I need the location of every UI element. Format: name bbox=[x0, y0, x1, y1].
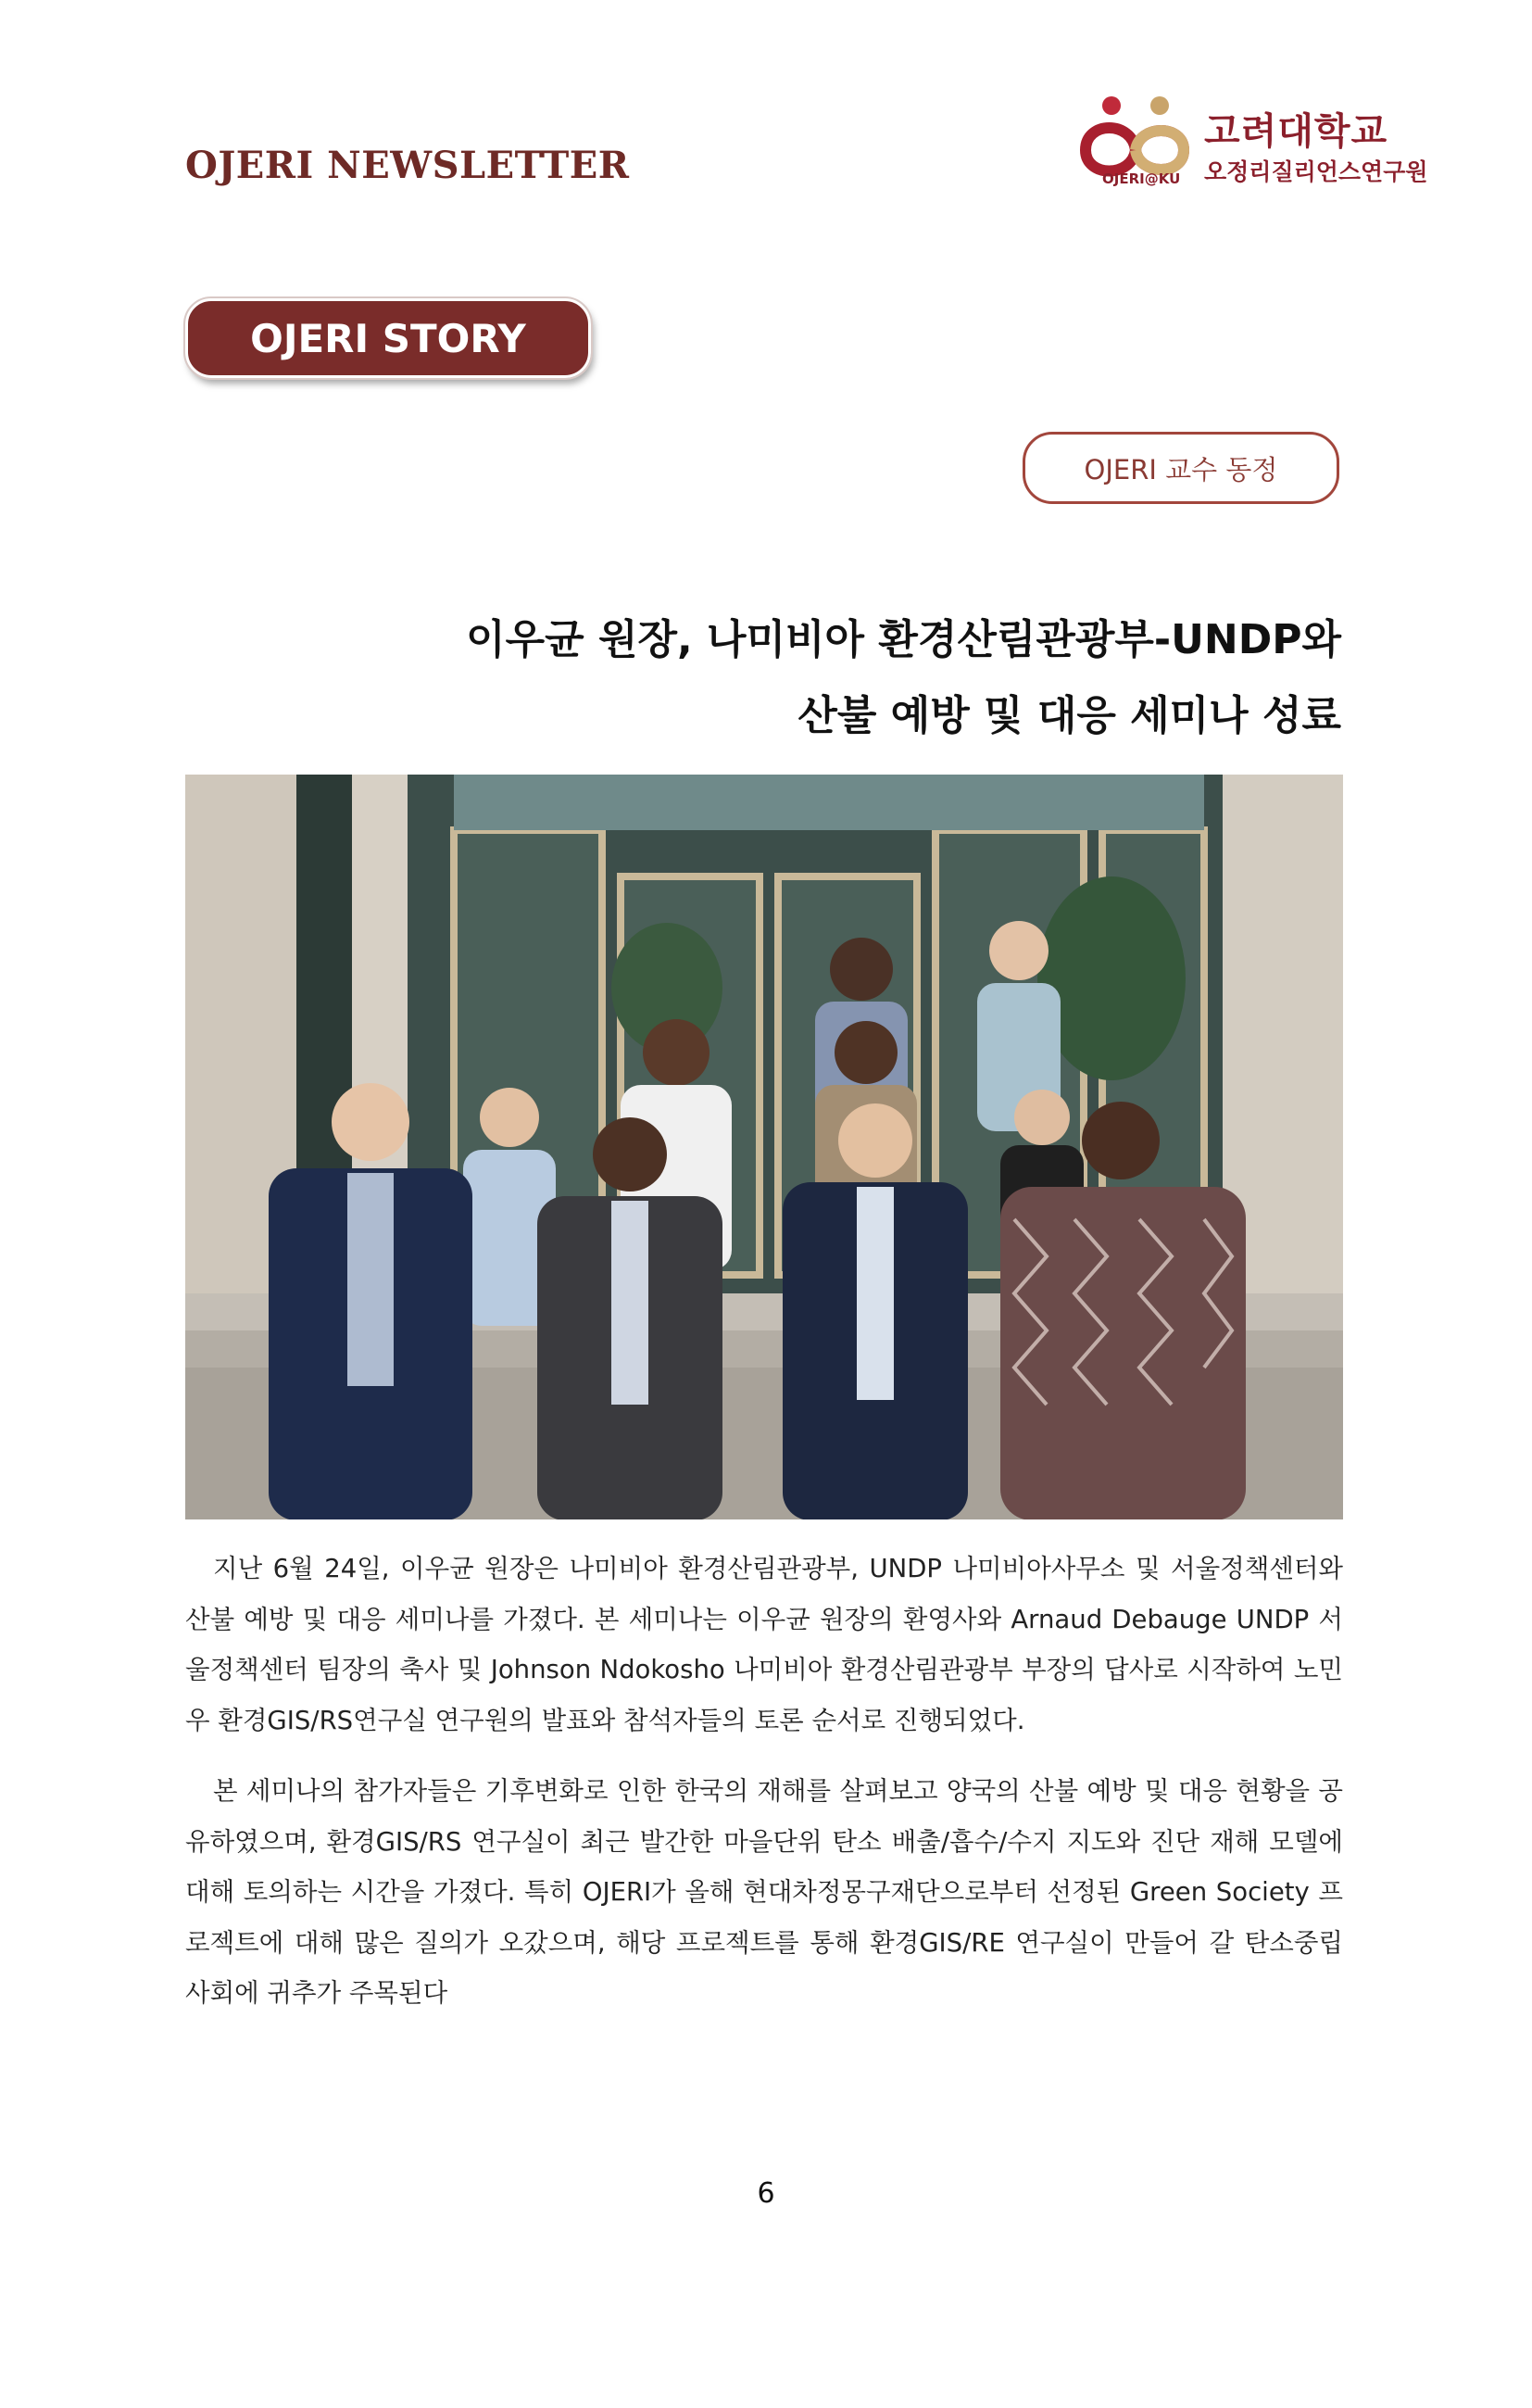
logo-caption: OJERI@KU bbox=[1102, 170, 1181, 187]
page-number: 6 bbox=[757, 2177, 775, 2210]
university-name: 고려대학교 bbox=[1204, 110, 1388, 153]
institute-name: 오정리질리언스연구원 bbox=[1204, 158, 1428, 185]
university-logo bbox=[1074, 93, 1463, 195]
article-body bbox=[185, 1544, 1343, 2039]
headline-line-2: 산불 예방 및 대응 세미나 성료 bbox=[797, 692, 1341, 739]
category-tag: OJERI 교수 동정 bbox=[1023, 432, 1339, 504]
group-photo-illustration bbox=[185, 775, 1343, 1519]
article-paragraph-1: 지난 6월 24일, 이우균 원장은 나미비아 환경산림관광부, UNDP 나미비아사무소 및 서울정책센터와 산불 예방 및 대응 세미나를 가졌다. 본 세미나는 이우균 원장의 환영사와 Arnaud Debauge UNDP 서울정책센터 팀장의 축사 및 Johnson Ndokosho 나미비아 환경산림관광부 부장의 답사로 시작하여 노민우 환경GIS/RS연구실 연구원의 발표와 참석자들의 토론 순서로 진행되었다. bbox=[185, 1554, 1343, 1735]
section-badge: OJERI STORY bbox=[185, 298, 591, 378]
group-photo bbox=[185, 775, 1343, 1519]
article-paragraph-2: 본 세미나의 참가자들은 기후변화로 인한 한국의 재해를 살펴보고 양국의 산불 예방 및 대응 현황을 공유하였으며, 환경GIS/RS 연구실이 최근 발간한 마을단위 탄소 배출/흡수/수지 지도와 진단 재해 모델에 대해 토의하는 시간을 가졌다. 특히 OJERI가 올해 현대차정몽구재단으로부터 선정된 Green Society 프로젝트에 대해 많은 질의가 오갔으며, 해당 프로젝트를 통해 환경GIS/RE 연구실이 만들어 갈 탄소중립 사회에 귀추가 주목된다 bbox=[185, 1776, 1343, 2008]
article-headline bbox=[183, 602, 1341, 754]
newsletter-title: OJERI NEWSLETTER bbox=[185, 144, 630, 187]
headline-line-1: 이우균 원장, 나미비아 환경산림관광부-UNDP와 bbox=[466, 616, 1341, 663]
